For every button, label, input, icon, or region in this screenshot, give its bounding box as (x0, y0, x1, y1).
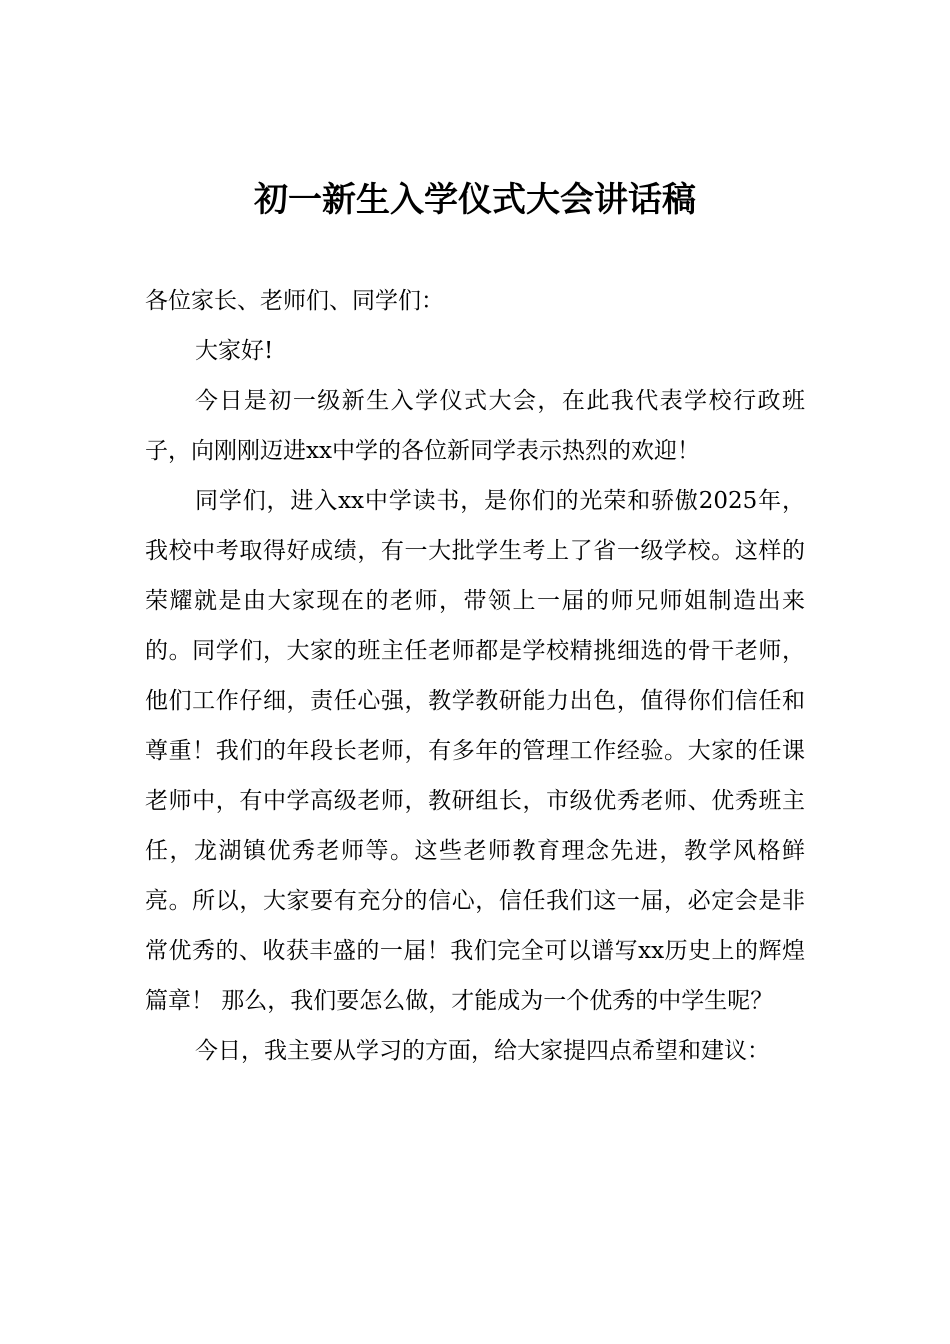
greeting: 大家好! (195, 338, 274, 364)
document-title: 初一新生入学仪式大会讲话稿 (254, 180, 696, 220)
paragraph-suggestions: 今日，我主要从学习的方面，给大家提四点希望和建议： (195, 1038, 770, 1064)
document-body (145, 276, 805, 1076)
paragraph-welcome: 今日是初一级新生入学仪式大会，在此我代表学校行政班子，向刚刚迈进xx中学的各位新同学表示热烈的欢迎！ (145, 388, 805, 464)
paragraph-teachers: 同学们，进入xx中学读书，是你们的光荣和骄傲2025年，我校中考取得好成绩，有一大批学生考上了省一级学校。这样的荣耀就是由大家现在的老师，带领上一届的师兄师姐制造出来的。同学们，大家的班主任老师都是学校精挑细选的骨干老师，他们工作仔细，责任心强，教学教研能力出色，值得你们信任和尊重！我们的年段长老师，有多年的管理工作经验。大家的任课老师中，有中学高级老师，教研组长，市级优秀老师、优秀班主任，龙湖镇优秀老师等。这些老师教育理念先进，教学风格鲜亮。所以，大家要有充分的信心，信任我们这一届，必定会是非常优秀的、收获丰盛的一届！我们完全可以谱写xx历史上的辉煌篇章！ 那么，我们要怎么做，才能成为一个优秀的中学生呢？ (145, 488, 805, 1014)
salutation: 各位家长、老师们、同学们： (145, 288, 444, 314)
